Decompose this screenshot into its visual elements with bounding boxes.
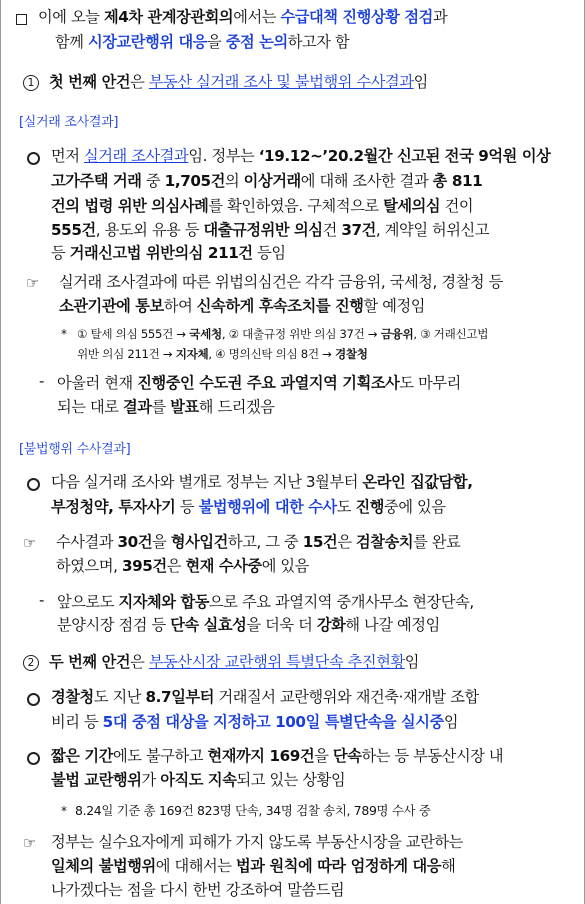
p9-line-3: 나가겠다는 점을 다시 한번 강조하여 말씀드림	[51, 881, 345, 899]
dash-bullet-icon: -	[39, 591, 45, 609]
p4-line-2: 부정청약, 투자사기 등 불법행위에 대한 수사도 진행중에 있음	[51, 498, 446, 516]
p1-line-3: 건의 법령 위반 의심사례를 확인하였음. 구체적으로 탈세의심 건이	[51, 197, 474, 215]
p1-line-1: 먼저 실거래 조사결과임. 정부는 ‘19.12~’20.2월간 신고된 전국 9억원 이상	[51, 147, 551, 165]
p9-line-1: 정부는 실수요자에게 피해가 가지 않도록 부동산시장을 교란하는	[51, 833, 463, 851]
intro-line-2: 함께 시장교란행위 대응을 중점 논의하고자 함	[55, 33, 350, 51]
note-asterisk-icon: *	[61, 804, 67, 818]
p5-line-2: 하였으며, 395건은 현재 수사중에 있음	[56, 557, 309, 575]
intro-line-1: 이에 오늘 제4차 관계장관회의에서는 수급대책 진행상황 점검과	[38, 8, 448, 26]
p5-line-1: 수사결과 30건을 형사입건하고, 그 중 15건은 검찰송치를 완료	[56, 533, 461, 551]
p2-line-2: 소관기관에 통보하여 신속하게 후속조치를 진행할 예정임	[59, 297, 426, 315]
p7-line-2: 비리 등 5대 중점 대상을 지정하고 100일 특별단속을 실시중임	[51, 713, 459, 731]
p3-line-1: 아울러 현재 진행중인 수도권 주요 과열지역 기획조사도 마무리	[57, 374, 461, 392]
section-heading-transaction: [실거래 조사결과]	[19, 115, 119, 130]
p1-line-5: 등 거래신고법 위반의심 211건 등임	[51, 244, 286, 262]
section-heading-investigation: [불법행위 수사결과]	[19, 442, 131, 457]
p9-line-2: 일체의 불법행위에 대해서는 법과 원칙에 따라 엄정하게 대응해	[51, 857, 456, 875]
hollow-circle-bullet-icon	[27, 693, 40, 706]
dash-bullet-icon: -	[39, 372, 45, 390]
circled-number-1: 1	[23, 75, 39, 91]
p2-line-1: 실거래 조사결과에 따른 위법의심건은 각각 금융위, 국세청, 경찰청 등	[59, 273, 503, 291]
p8-line-1: 짧은 기간에도 불구하고 현재까지 169건을 단속하는 등 부동산시장 내	[51, 747, 504, 765]
pointing-hand-icon: ☞	[23, 534, 37, 552]
hollow-circle-bullet-icon	[27, 478, 40, 491]
agenda-2-title: 두 번째 안건은 부동산시장 교란행위 특별단속 추진현황임	[49, 653, 420, 671]
p3-line-2: 되는 대로 결과를 발표해 드리겠음	[57, 398, 275, 416]
pointing-hand-icon: ☞	[26, 274, 40, 292]
p8-line-2: 불법 교란행위가 아직도 지속되고 있는 상황임	[51, 771, 346, 789]
hollow-circle-bullet-icon	[27, 152, 40, 165]
agenda-1-title: 첫 번째 안건은 부동산 실거래 조사 및 불법행위 수사결과임	[49, 73, 428, 91]
hollow-circle-bullet-icon	[27, 752, 40, 765]
p6-line-2: 분양시장 점검 등 단속 실효성을 더욱 더 강화해 나갈 예정임	[57, 616, 440, 634]
note-asterisk-icon: *	[61, 327, 67, 341]
note-1-line-1: ① 탈세 의심 555건 → 국세청, ② 대출규정 위반 의심 37건 → 금융위, ③ 거래신고법	[77, 327, 489, 341]
square-bullet-icon	[16, 14, 27, 25]
p1-line-2: 고가주택 거래 중 1,705건의 이상거래에 대해 조사한 결과 총 811	[51, 172, 483, 190]
p4-line-1: 다음 실거래 조사와 별개로 정부는 지난 3월부터 온라인 집값담합,	[51, 473, 473, 491]
note-1-line-2: 위반 의심 211건 → 지자체, ④ 명의신탁 의심 8건 → 경찰청	[77, 347, 368, 361]
pointing-hand-icon: ☞	[23, 834, 37, 852]
note-2: 8.24일 기준 총 169건 823명 단속, 34명 검찰 송치, 789명 수사 중	[75, 803, 431, 818]
p6-line-1: 앞으로도 지자체와 합동으로 주요 과열지역 중개사무소 현장단속,	[57, 593, 474, 611]
p1-line-4: 555건, 용도외 유용 등 대출규정위반 의심건 37건, 계약일 허위신고	[51, 221, 490, 239]
circled-number-2: 2	[23, 655, 39, 671]
p7-line-1: 경찰청도 지난 8.7일부터 거래질서 교란행위와 재건축·재개발 조합	[51, 688, 479, 706]
